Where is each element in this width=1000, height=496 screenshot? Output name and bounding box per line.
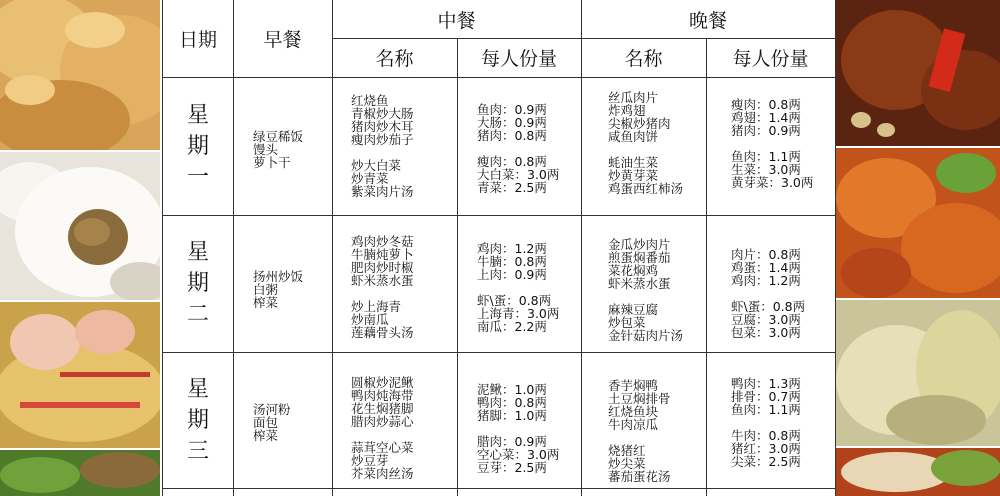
lunch-portions-cell: 泥鳅：1.0两 鸭肉：0.8两 猪脚：1.0两 腊肉：0.9两 空心菜：3.0两 豆芽：2.5两 — [477, 382, 560, 475]
day-char: 期 — [186, 407, 209, 433]
day-char: 期 — [186, 133, 209, 159]
breakfast-cell: 汤河粉 面包 榨菜 — [253, 402, 291, 443]
food-photo-white-chicken — [836, 300, 1000, 446]
food-photo-pastry — [0, 0, 160, 150]
day-char: 星 — [186, 102, 209, 128]
table-divider — [457, 38, 458, 496]
day-char: 三 — [186, 438, 209, 464]
header-breakfast: 早餐 — [263, 29, 302, 51]
table-divider — [163, 488, 835, 489]
day-label — [163, 352, 233, 488]
food-photo-sliced-meat — [836, 448, 1000, 496]
day-label — [163, 215, 233, 352]
dinner-names-cell: 丝瓜肉片 炸鸡翅 尖椒炒猪肉 咸鱼肉饼 蚝油生菜 炒黄芽菜 鸡蛋西红柿汤 — [608, 90, 684, 196]
table-divider — [706, 38, 707, 496]
lunch-names-cell: 鸡肉炒冬菇 牛腩炖萝卜 肥肉炒时椒 虾米蒸水蛋 炒上海青 炒南瓜 莲藕骨头汤 — [351, 234, 414, 340]
lunch-names-cell: 圆椒炒泥鳅 鸭肉炖海带 花生焖猪脚 腊肉炒蒜心 蒜茸空心菜 炒豆芽 芥菜肉丝汤 — [351, 375, 414, 481]
dinner-portions-cell: 鸭肉：1.3两 排骨：0.7两 鱼肉：1.1两 牛肉：0.8两 猪红：3.0两 尖菜：2.5两 — [731, 376, 801, 469]
header-date: 日期 — [178, 29, 217, 51]
dinner-portions-cell: 瘦肉：0.8两 鸡翅：1.4两 猪肉：0.9两 鱼肉：1.1两 生菜：3.0两 黄芽菜：3.0两 — [731, 97, 814, 190]
header-dinner: 晚餐 — [688, 9, 727, 32]
day-char: 星 — [186, 376, 209, 402]
table-divider — [163, 215, 835, 216]
menu-table — [162, 0, 836, 496]
breakfast-cell: 扬州炒饭 白粥 榨菜 — [253, 269, 304, 310]
lunch-names-cell: 红烧鱼 青椒炒大肠 猪肉炒木耳 瘦肉炒茄子 炒大白菜 炒青菜 紫菜肉片汤 — [351, 93, 414, 199]
breakfast-cell: 绿豆稀饭 馒头 萝卜干 — [253, 129, 304, 170]
header-dinner-name: 名称 — [624, 48, 663, 70]
food-photo-braised-trotters — [836, 0, 1000, 146]
day-char: 星 — [186, 240, 209, 265]
food-photo-bun — [0, 152, 160, 300]
food-photo-shrimp-noodles — [0, 302, 160, 448]
day-char: 二 — [186, 302, 209, 327]
lunch-portions-cell: 鸡肉：1.2两 牛腩：0.8两 上肉：0.9两 虾\蛋：0.8两 上海青：3.0两 南瓜：2.2两 — [477, 241, 560, 334]
food-photo-chicken-feet — [836, 148, 1000, 298]
header-lunch-name: 名称 — [375, 48, 414, 70]
table-divider — [163, 77, 835, 78]
day-char: 一 — [186, 164, 209, 190]
dinner-names-cell: 金瓜炒肉片 煎蛋焖番茄 菜花焖鸡 虾米蒸水蛋 麻辣豆腐 炒包菜 金针菇肉片汤 — [608, 237, 684, 343]
header-lunch: 中餐 — [437, 9, 476, 32]
lunch-portions-cell: 鱼肉：0.9两 大肠：0.9两 猪肉：0.8两 瘦肉：0.8两 大白菜：3.0两 青菜：2.5两 — [477, 102, 560, 195]
day-label — [163, 77, 233, 215]
table-divider — [163, 352, 835, 353]
header-dinner-portion: 每人份量 — [732, 48, 809, 70]
day-char: 期 — [186, 271, 209, 296]
header-lunch-portion: 每人份量 — [480, 48, 557, 70]
dinner-portions-cell: 肉片：0.8两 鸡蛋：1.4两 鸡肉：1.2两 虾\蛋：0.8两 豆腐：3.0两 包菜：3.0两 — [731, 247, 806, 340]
dinner-names-cell: 香芋焖鸭 土豆焖排骨 红烧鱼块 牛肉凉瓜 烧猪红 炒尖菜 蕃茄蛋花汤 — [608, 378, 671, 484]
food-photo-greens — [0, 450, 160, 496]
